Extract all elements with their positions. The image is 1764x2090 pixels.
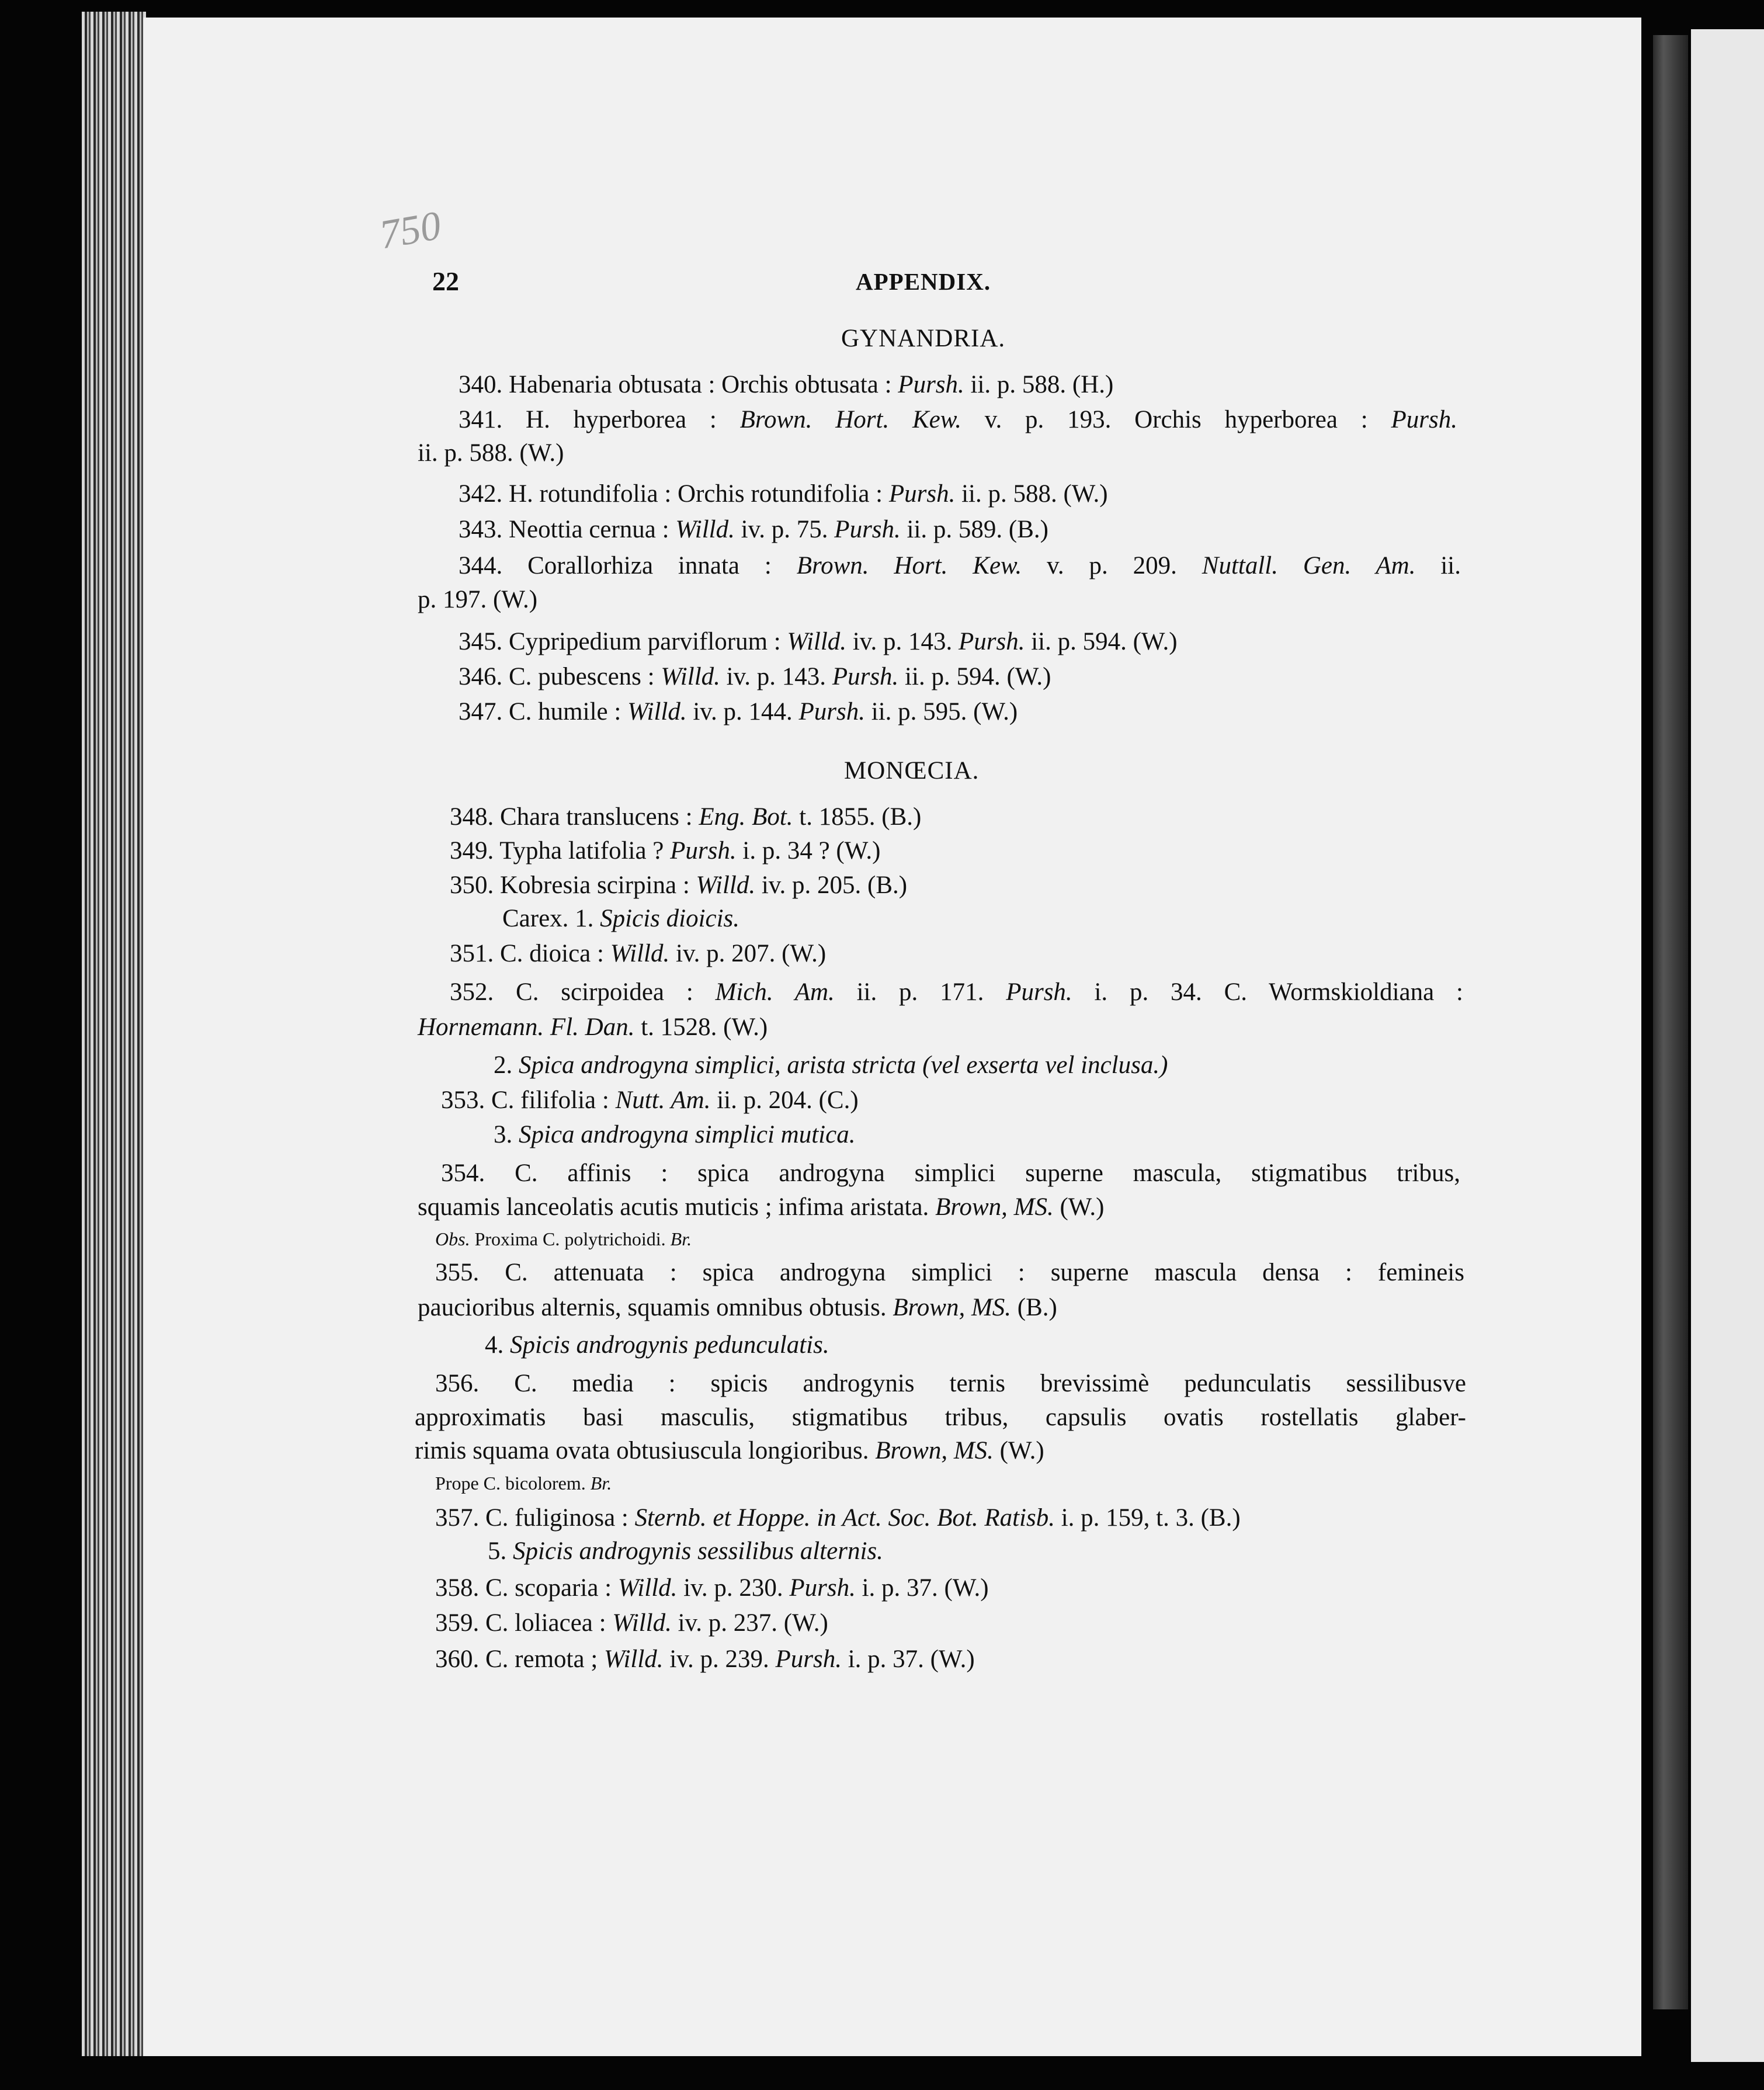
entry-341-cont: ii. p. 588. (W.) [418,439,564,467]
section-heading-monoecia: MONŒCIA. [844,757,980,784]
entry-354: 354. C. affinis : spica androgyna simplici superne mascula, stigmatibus tribus, [441,1159,1460,1187]
book-page-edges [82,12,146,2056]
entry-344: 344. Corallorhiza innata : Brown. Hort. Kew. v. p. 209. Nuttall. Gen. Am. ii. [459,552,1461,579]
entry-342: 342. H. rotundifolia : Orchis rotundifolia : Pursh. ii. p. 588. (W.) [459,480,1108,508]
entry-352: 352. C. scirpoidea : Mich. Am. ii. p. 171. Pursh. i. p. 34. C. Wormskioldiana : [450,978,1463,1006]
entry-340: 340. Habenaria obtusata : Orchis obtusata : Pursh. ii. p. 588. (H.) [459,371,1114,398]
entry-341: 341. H. hyperborea : Brown. Hort. Kew. v. p. 193. Orchis hyperborea : Pursh. [459,406,1457,433]
entry-359: 359. C. loliacea : Willd. iv. p. 237. (W.) [435,1609,828,1637]
entry-348: 348. Chara translucens : Eng. Bot. t. 1855. (B.) [450,803,922,831]
carex-group-5: 5. Spicis androgynis sessilibus alternis. [488,1537,883,1565]
book-page [143,18,1641,2056]
pencil-annotation: 750 [376,203,445,258]
entry-350: 350. Kobresia scirpina : Willd. iv. p. 205. (B.) [450,872,908,899]
carex-group-3: 3. Spica androgyna simplici mutica. [494,1121,856,1148]
carex-group-1: Carex. 1. Spicis dioicis. [502,905,740,932]
entry-355: 355. C. attenuata : spica androgyna simplici : superne mascula densa : femineis [435,1259,1464,1286]
running-head: APPENDIX. [856,268,991,295]
entry-355-cont: paucioribus alternis, squamis omnibus obtusis. Brown, MS. (B.) [418,1294,1057,1321]
entry-352-cont: Hornemann. Fl. Dan. t. 1528. (W.) [418,1013,768,1041]
carex-group-4: 4. Spicis androgynis pedunculatis. [485,1331,829,1359]
entry-349: 349. Typha latifolia ? Pursh. i. p. 34 ? (W.) [450,837,881,865]
entry-346: 346. C. pubescens : Willd. iv. p. 143. Pursh. ii. p. 594. (W.) [459,663,1051,690]
section-heading-gynandria: GYNANDRIA. [841,325,1006,352]
entry-347: 347. C. humile : Willd. iv. p. 144. Pursh. ii. p. 595. (W.) [459,698,1018,725]
entry-344-cont: p. 197. (W.) [418,586,538,613]
entry-356: 356. C. media : spicis androgynis ternis brevissimè pedunculatis sessilibusve [435,1370,1466,1397]
facing-page-edge [1691,29,1764,2062]
entry-357: 357. C. fuliginosa : Sternb. et Hoppe. in Act. Soc. Bot. Ratisb. i. p. 159, t. 3. (B.) [435,1504,1241,1532]
book-gutter-shadow [1653,35,1688,2009]
entry-345: 345. Cypripedium parviflorum : Willd. iv. p. 143. Pursh. ii. p. 594. (W.) [459,628,1178,655]
entry-354-obs: Obs. Proxima C. polytrichoidi. Br. [435,1228,692,1249]
entry-356-obs: Prope C. bicolorem. Br. [435,1473,612,1494]
entry-343: 343. Neottia cernua : Willd. iv. p. 75. Pursh. ii. p. 589. (B.) [459,516,1048,543]
entry-360: 360. C. remota ; Willd. iv. p. 239. Pursh. i. p. 37. (W.) [435,1645,975,1673]
entry-354-cont: squamis lanceolatis acutis muticis ; infima aristata. Brown, MS. (W.) [418,1193,1105,1221]
entry-358: 358. C. scoparia : Willd. iv. p. 230. Pursh. i. p. 37. (W.) [435,1574,989,1602]
page-number: 22 [432,266,459,296]
entry-353: 353. C. filifolia : Nutt. Am. ii. p. 204. (C.) [441,1086,859,1114]
carex-group-2: 2. Spica androgyna simplici, arista stricta (vel exserta vel inclusa.) [494,1051,1168,1079]
entry-356-cont-2: rimis squama ovata obtusiuscula longioribus. Brown, MS. (W.) [415,1437,1044,1464]
page-text [143,18,1641,2056]
entry-356-cont-1: approximatis basi masculis, stigmatibus tribus, capsulis ovatis rostellatis glaber- [415,1404,1466,1431]
entry-351: 351. C. dioica : Willd. iv. p. 207. (W.) [450,940,827,967]
